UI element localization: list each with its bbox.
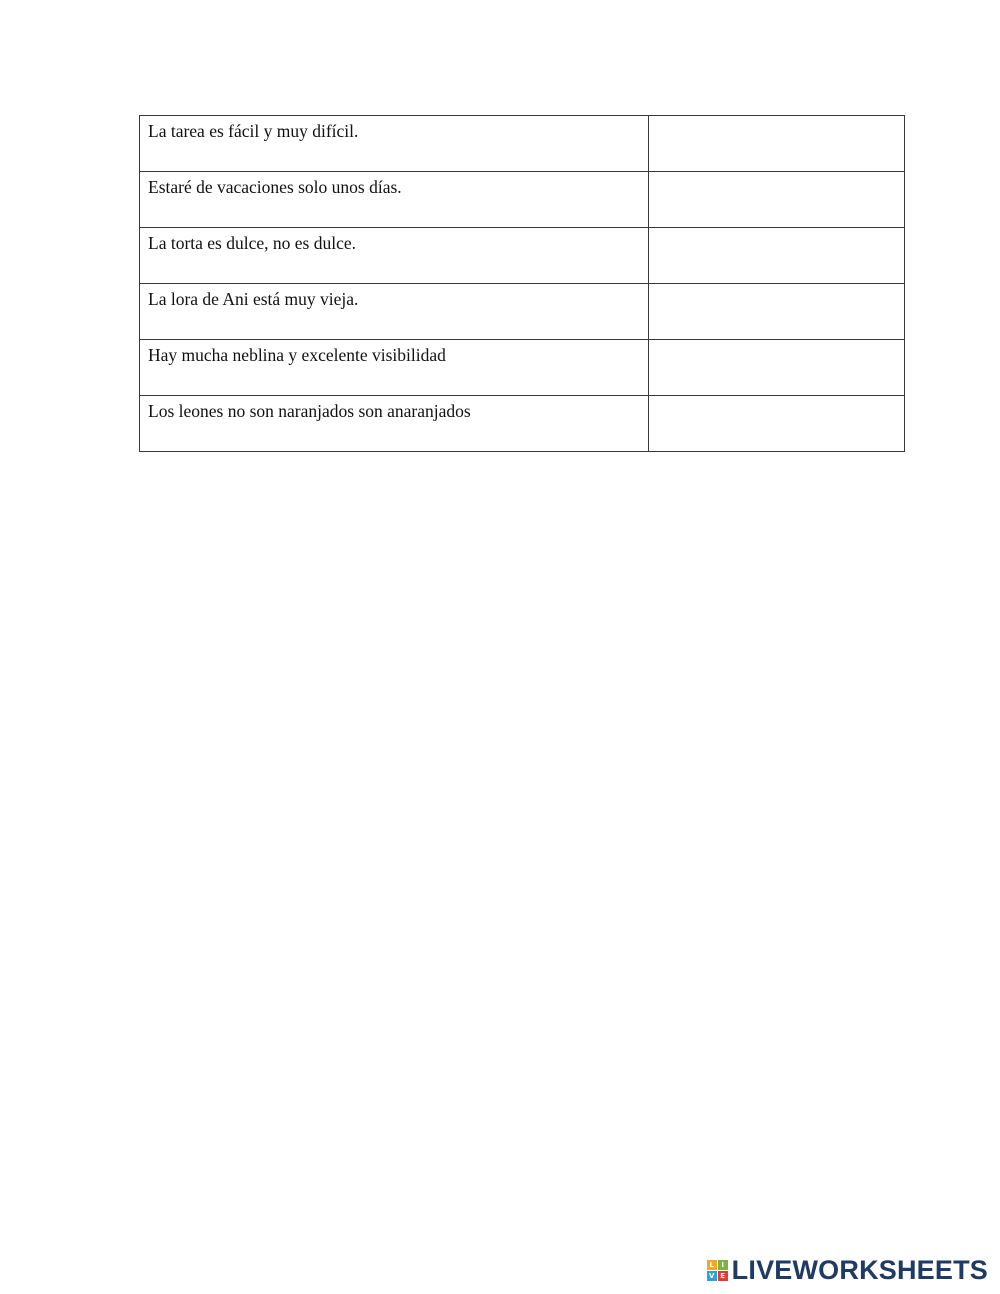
logo-mark-letter: I — [718, 1260, 728, 1270]
statement-cell: Estaré de vacaciones solo unos días. — [140, 172, 649, 228]
statement-cell: La torta es dulce, no es dulce. — [140, 228, 649, 284]
worksheet-table — [139, 115, 905, 452]
logo-mark-letter: E — [718, 1271, 728, 1281]
answer-cell[interactable] — [649, 172, 905, 228]
logo-mark-letter: L — [707, 1260, 717, 1270]
table-row — [140, 228, 905, 284]
statement-cell: La tarea es fácil y muy difícil. — [140, 116, 649, 172]
table-row — [140, 340, 905, 396]
table-row — [140, 396, 905, 452]
table-row — [140, 116, 905, 172]
answer-cell[interactable] — [649, 284, 905, 340]
answer-cell[interactable] — [649, 396, 905, 452]
statement-cell: La lora de Ani está muy vieja. — [140, 284, 649, 340]
table-row — [140, 284, 905, 340]
logo-text: LIVEWORKSHEETS — [731, 1255, 988, 1285]
logo-mark-letter: V — [707, 1271, 717, 1281]
answer-cell[interactable] — [649, 228, 905, 284]
answer-cell[interactable] — [649, 116, 905, 172]
statement-cell: Los leones no son naranjados son anaranjados — [140, 396, 649, 452]
liveworksheets-logo — [707, 1257, 988, 1284]
table-row — [140, 172, 905, 228]
logo-mark-icon — [707, 1260, 728, 1281]
answer-cell[interactable] — [649, 340, 905, 396]
statement-cell: Hay mucha neblina y excelente visibilidad — [140, 340, 649, 396]
